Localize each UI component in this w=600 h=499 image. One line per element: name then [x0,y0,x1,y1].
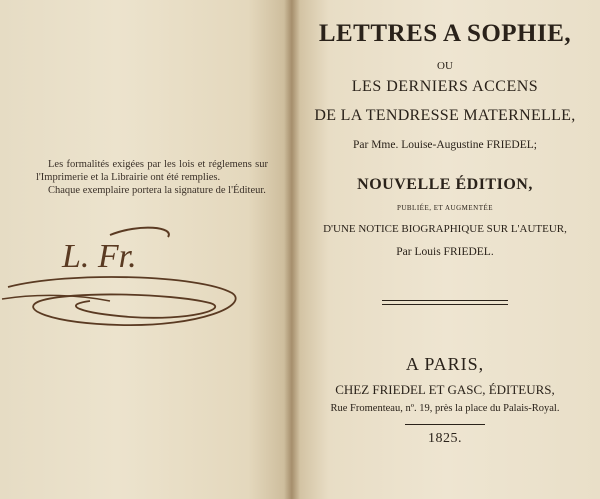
left-page [0,0,292,499]
legal-notice-line2: Chaque exemplaire portera la signature de l'Éditeur. [48,185,266,196]
thin-rule-divider [405,424,485,425]
signature-flourish-loops [8,277,236,325]
double-rule-divider [382,300,508,305]
imprint-city: A PARIS, [405,354,485,374]
editor-signature [0,205,260,345]
legal-notice [36,158,268,197]
published-line: PUBLIÉE, ET AUGMENTÉE [396,204,494,212]
imprint-publisher: CHEZ FRIEDEL ET GASC, ÉDITEURS, [335,382,555,397]
signature-text: L. Fr. [62,238,137,275]
legal-notice-line1: Les formalités exigées par les lois et réglemens sur l'Imprimerie et la Librairie ont été remplies. [36,159,268,183]
imprint-year: 1825. [428,431,462,446]
edition-line: NOUVELLE ÉDITION, [357,176,533,193]
signature-flourish-top [110,228,169,237]
subtitle-line2: DE LA TENDRESSE MATERNELLE, [314,107,576,124]
book-title: LETTRES A SOPHIE, [318,20,572,47]
notice-line: D'UNE NOTICE BIOGRAPHIQUE SUR L'AUTEUR, [323,223,567,235]
title-conjunction: OU [437,60,453,72]
editor-line: Par Louis FRIEDEL. [396,246,494,258]
subtitle-line1: LES DERNIERS ACCENS [351,78,539,95]
book-gutter [284,0,300,499]
imprint-address: Rue Fromenteau, nº. 19, près la place du Palais-Royal. [330,403,560,414]
author-line: Par Mme. Louise-Augustine FRIEDEL; [353,139,537,151]
